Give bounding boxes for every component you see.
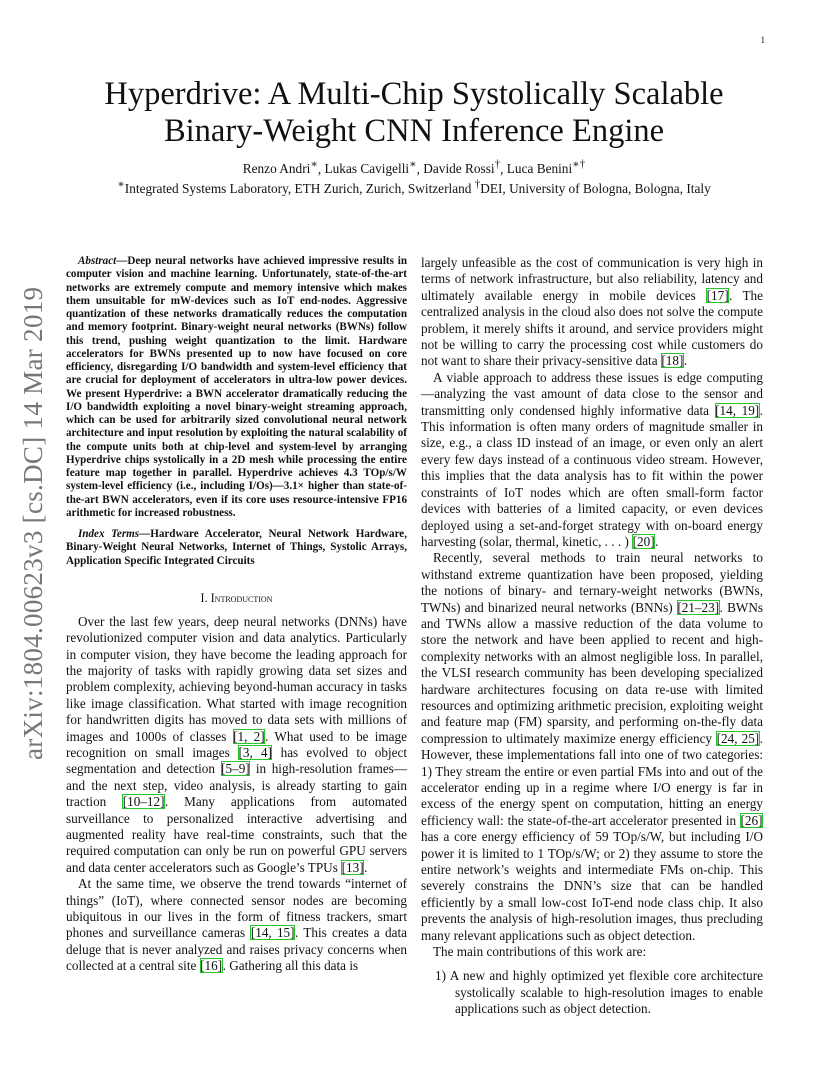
citation-link[interactable]: [10–12]: [122, 794, 165, 810]
intro-text-left: [66, 614, 407, 975]
body-paragraph: At the same time, we observe the trend towards “internet of things” (IoT), where connected sensor nodes are becoming ubiquitous in our lives in the form of fitness trackers, smart phones and surveillance cameras [14, 15]. This creates a data deluge that is never analyzed and raises privacy concerns when collected at a central site [16]. Gathering all this data is: [66, 876, 407, 974]
abstract-label: Abstract: [78, 255, 117, 267]
affiliation: ∗Integrated Systems Laboratory, ETH Zurich, Zurich, Switzerland: [117, 179, 472, 197]
citation-link[interactable]: [21–23]: [677, 599, 720, 615]
intro-text-right: [421, 255, 763, 960]
paper-title: [60, 76, 768, 150]
arxiv-identifier: arXiv:1804.00623v3 [cs.DC] 14 Mar 2019: [18, 286, 48, 760]
citation-link[interactable]: [18]: [661, 353, 684, 369]
author: Davide Rossi†: [423, 159, 501, 177]
section-heading: I. Introduction: [200, 590, 273, 605]
left-column: [66, 255, 407, 975]
author: Luca Benini∗†: [506, 159, 586, 177]
author: Lukas Cavigelli∗: [324, 159, 417, 177]
author-list: Renzo Andri∗, Lukas Cavigelli∗, Davide Rossi†, Luca Benini∗†: [242, 159, 586, 177]
citation-link[interactable]: [16]: [200, 958, 223, 974]
body-paragraph: Over the last few years, deep neural networks (DNNs) have revolutionized computer vision and data analytics. Particularly in computer vision, they have become the leading approach for the majority of tasks with rapidly growing data set sizes and problem complexity, achieving beyond-human accuracy in tasks like image classification. What started with image recognition for handwritten digits has moved to data sets with millions of images and 1000s of classes [1, 2]. What used to be image recognition on small images [3, 4] has evolved to object segmentation and detection [5–9] in high-resolution frames—and the next step, video analysis, is already starting to gain traction [10–12]. Many applications from automated surveillance to personalized interactive advertising and augmented reality have real-time constraints, such that the required computation can only be run on powerful GPU servers and data center accelerators such as Google’s TPUs [13].: [66, 613, 407, 875]
title-line-2: Binary-Weight CNN Inference Engine: [163, 113, 665, 149]
contribution-list: [421, 968, 763, 1017]
body-paragraph: largely unfeasible as the cost of communication is very high in terms of network infrastructure, but also reliability, latency and ultimately available energy in mobile devices [17]. The centralized analysis in the cloud also does not solve the compute problem, it merely shifts it around, and service providers might not be willing to carry the processing cost while customers do not want to share their privacy-sensitive data [18].: [421, 255, 764, 369]
citation-link[interactable]: [13]: [341, 859, 364, 875]
page-number: 1: [760, 35, 765, 45]
contribution-item: 1) A new and highly optimized yet flexible core architecture systolically scalable to high-resolution images to enable applications such as object detection.: [435, 968, 763, 1017]
body-paragraph: The main contributions of this work are:: [433, 944, 647, 960]
section-title: Introduction: [210, 590, 273, 605]
citation-link[interactable]: [24, 25]: [716, 730, 760, 746]
citation-link[interactable]: [5–9]: [221, 761, 250, 777]
affiliation-list: [40, 178, 788, 197]
citation-link[interactable]: [14, 19]: [715, 402, 760, 418]
index-terms: [66, 528, 407, 568]
citation-link[interactable]: [20]: [632, 533, 655, 549]
abstract-text: —Deep neural networks have achieved impressive results in computer vision and machine learning. Unfortunately, state-of-the-art networks are extremely compute and memory intensive which makes them unsuitable for mW-devices such as IoT end-nodes. Aggressive quantization of these networks dramatically reduces the computation and memory footprint. Binary-weight neural networks (BWNs) follow this trend, pushing weight quantization to the limit. Hardware accelerators for BWNs presented up to now have focused on core efficiency, disregarding I/O bandwidth and system-level efficiency that are crucial for deployment of accelerators in ultra-low power devices. We present Hyperdrive: a BWN accelerator dramatically reducing the I/O bandwidth exploiting a novel binary-weight streaming approach, which can be used for arbitrarily sized convolutional neural network architecture and input resolution by exploiting the natural scalability of the compute units both at chip-level and system-level by arranging Hyperdrive chips systolically in a 2D mesh while processing the entire feature map together in parallel. Hyperdrive achieves 4.3 TOp/s/W system-level efficiency (i.e., including I/Os)—3.1× higher than state-of-the-art BWN accelerators, even if its core uses resource-intensive FP16 arithmetic for increased robustness.: [66, 255, 407, 519]
body-paragraph: Recently, several methods to train neural networks to withstand extreme quantization have been proposed, yielding the notions of binary- and ternary-weight networks (BWNs, TWNs) and binarized neural networks (BNNs) [21–23]. BWNs and TWNs allow a massive reduction of the data volume to store the network and have been applied to recent and high-complexity networks with an almost negligible loss. In parallel, the VLSI research community has been developing specialized hardware architectures focusing on data re-use with limited resources and optimizing arithmetic precision, exploiting weight and feature map (FM) sparsity, and performing on-the-fly data compression to ultimately maximize energy efficiency [24, 25]. However, these implementations fall into one of two categories: 1) They stream the entire or even partial FMs into and out of the accelerator ending up in a regime where I/O energy is far in excess of the energy spent on computation, hitting an energy efficiency wall: the state-of-the-art accelerator presented in [26] has a core energy efficiency of 59 TOp/s/W, but including I/O power it is limited to 1 TOp/s/W; or 2) they assume to store the entire network’s weights and intermediate FMs on-chip. This severely constrains the DNN’s size that can be handled efficiently by a small low-cost IoT-end node class chip. It also prevents the analysis of high-resolution images, thus precluding many relevant applications such as object detection.: [421, 550, 763, 943]
affiliation: †DEI, University of Bologna, Bologna, Italy: [474, 179, 711, 197]
author: Renzo Andri∗: [242, 159, 318, 177]
citation-link[interactable]: [3, 4]: [238, 745, 272, 760]
citation-link[interactable]: [14, 15]: [250, 925, 295, 941]
citation-link[interactable]: [1, 2]: [233, 728, 265, 744]
citation-link[interactable]: [26]: [740, 812, 763, 828]
index-terms-label: Index Terms: [78, 528, 140, 540]
right-column: [421, 255, 763, 1018]
index-terms-text: —Hardware Accelerator, Neural Network Hardware, Binary-Weight Neural Networks, Internet of Things, Systolic Arrays, Application Specific Integrated Circuits: [66, 528, 407, 567]
abstract: [66, 255, 407, 520]
body-paragraph: A viable approach to address these issues is edge computing—analyzing the vast amount of data close to the sensor and transmitting only condensed highly informative data [14, 19]. This information is often many orders of magnitude smaller in size, e.g., a class ID instead of an image, or even only an alert every few days instead of a continuous video stream. However, this implies that the data analysis has to fit within the power constraints of IoT nodes which are often small-form factor devices with batteries of a limited capacity, or even devices deployed using a set-and-forget strategy with on-board energy harvesting (solar, thermal, kinetic, . . . ) [20].: [421, 369, 763, 549]
title-line-1: Hyperdrive: A Multi-Chip Systolically Scalable: [104, 76, 724, 112]
citation-link[interactable]: [17]: [706, 287, 729, 303]
